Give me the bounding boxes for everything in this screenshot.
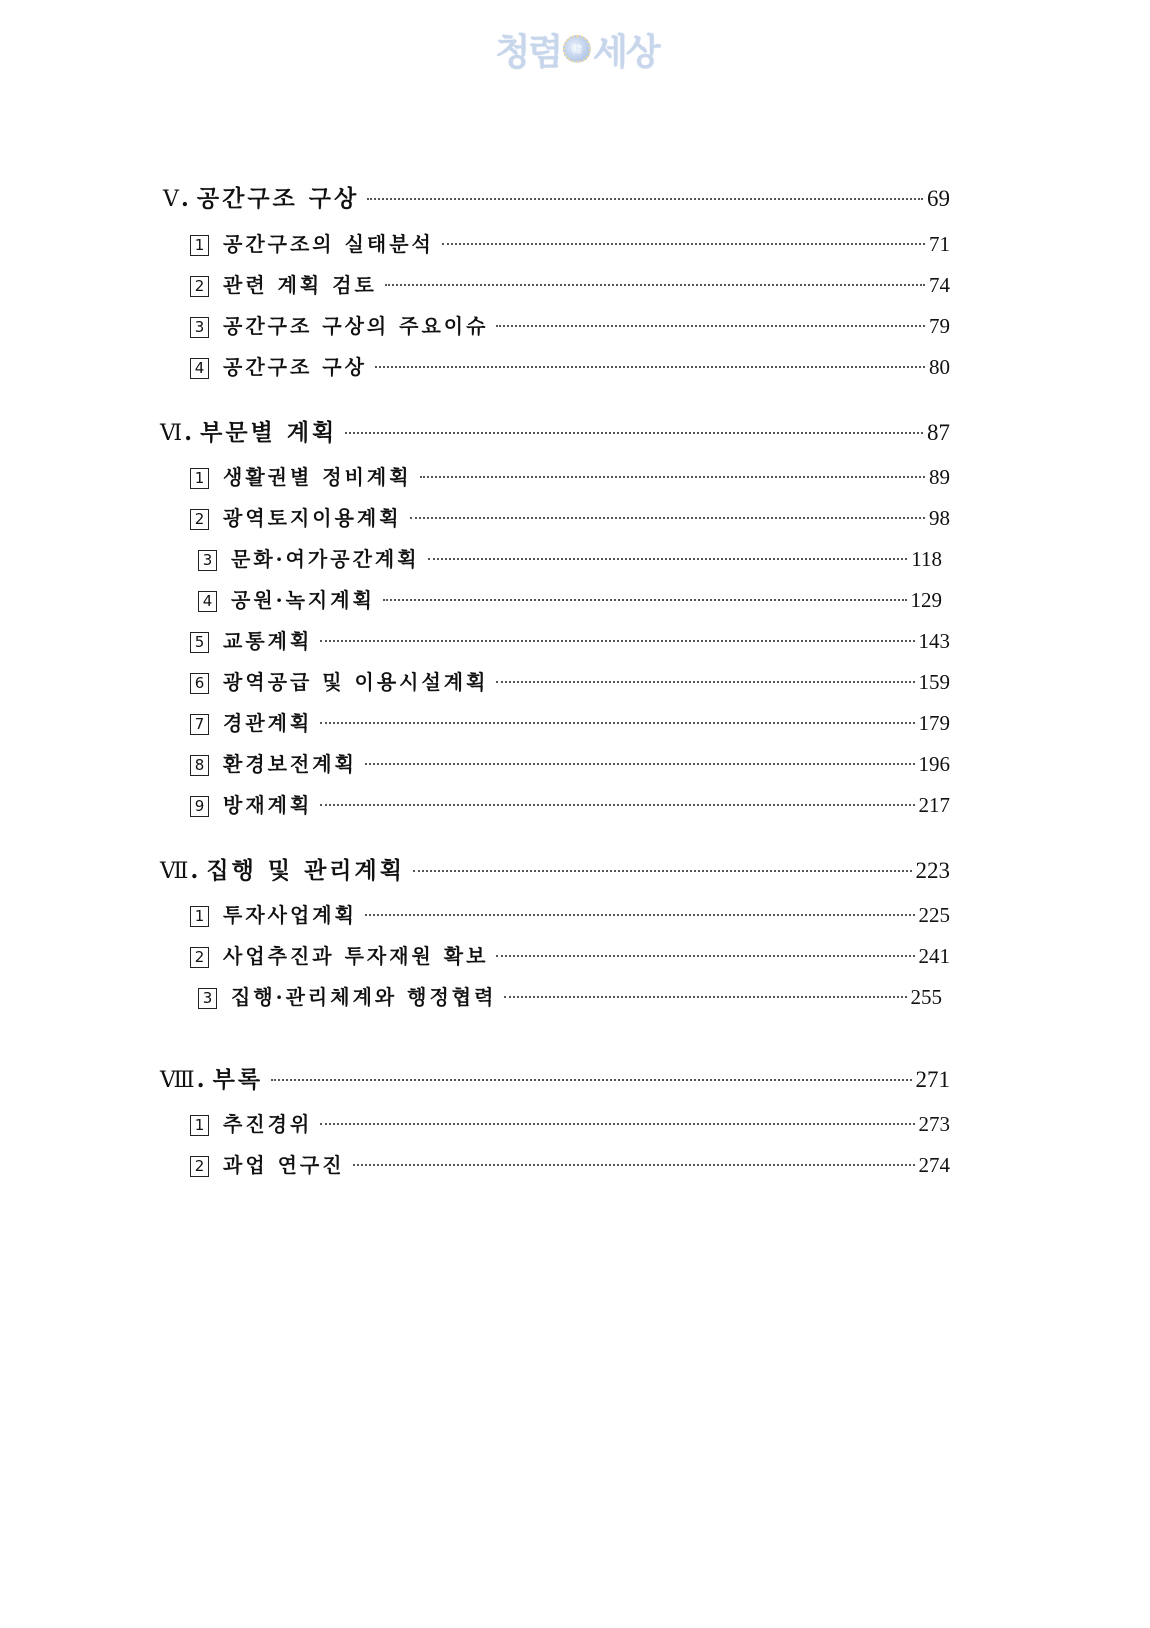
page-number: 118 xyxy=(911,547,942,571)
item-number-box: 1 xyxy=(190,906,209,927)
dot-leader xyxy=(496,325,925,327)
page-number: 74 xyxy=(929,273,950,297)
item-title: 환경보전계획 xyxy=(223,752,357,776)
item-number-box: 3 xyxy=(198,988,217,1009)
item-number-box: 6 xyxy=(190,673,209,694)
item-number-box: 7 xyxy=(190,714,209,735)
item-number-box: 1 xyxy=(190,235,209,256)
dot-leader xyxy=(320,1123,914,1125)
section-title: 부문별 계획 xyxy=(200,419,338,446)
toc-item[interactable] xyxy=(190,1108,950,1137)
page-number: 98 xyxy=(929,506,950,530)
section-numeral: Ⅴ xyxy=(163,187,179,212)
toc-item[interactable] xyxy=(198,981,942,1010)
dot-leader xyxy=(410,517,925,519)
page-number: 179 xyxy=(918,711,950,735)
item-title: 공원·녹지계획 xyxy=(231,588,375,612)
logo-text-left: 청렴 xyxy=(495,31,561,73)
dot-leader xyxy=(320,722,914,724)
logo-mark-icon: 韓 xyxy=(563,35,591,63)
dot-leader xyxy=(320,640,914,642)
toc-item[interactable] xyxy=(190,502,950,531)
item-title: 광역토지이용계획 xyxy=(223,506,402,530)
item-number-box: 9 xyxy=(190,796,209,817)
toc-item[interactable] xyxy=(190,351,950,380)
item-title: 경관계획 xyxy=(223,711,313,735)
toc-item[interactable] xyxy=(190,269,950,298)
dot-leader xyxy=(365,914,915,916)
dot-leader xyxy=(385,284,925,286)
dot-leader xyxy=(383,599,907,601)
toc-item[interactable] xyxy=(190,461,950,490)
dot-leader xyxy=(345,432,923,434)
item-title: 공간구조의 실태분석 xyxy=(223,232,434,256)
item-number-box: 1 xyxy=(190,468,209,489)
page-number: 271 xyxy=(915,1067,950,1092)
item-number-box: 2 xyxy=(190,947,209,968)
page-number: 196 xyxy=(918,752,950,776)
page-number: 255 xyxy=(910,985,942,1009)
toc-item[interactable] xyxy=(190,789,950,818)
item-title: 교통계획 xyxy=(223,629,313,653)
dot-leader xyxy=(496,681,914,683)
toc-section[interactable]: Ⅴ . 공간구조 구상 69 xyxy=(163,180,950,213)
toc-section[interactable]: Ⅷ . 부록 271 xyxy=(160,1061,950,1094)
dot-leader xyxy=(420,476,925,478)
toc-item[interactable] xyxy=(190,1149,950,1178)
item-title: 광역공급 및 이용시설계획 xyxy=(223,670,489,694)
logo-text-right: 세상 xyxy=(593,31,659,73)
item-title: 사업추진과 투자재원 확보 xyxy=(223,944,489,968)
item-number-box: 4 xyxy=(190,358,209,379)
item-number-box: 2 xyxy=(190,276,209,297)
page-number: 217 xyxy=(918,793,950,817)
item-title: 문화·여가공간계획 xyxy=(231,547,420,571)
section-title: 집행 및 관리계획 xyxy=(206,857,405,884)
item-number-box: 3 xyxy=(198,550,217,571)
dot-leader xyxy=(375,366,925,368)
dot-leader xyxy=(496,955,914,957)
toc-section[interactable]: Ⅶ . 집행 및 관리계획 223 xyxy=(160,852,950,885)
toc-section[interactable]: Ⅵ . 부문별 계획 87 xyxy=(160,414,950,447)
dot-leader xyxy=(428,558,908,560)
page-number: 159 xyxy=(918,670,950,694)
dot-leader xyxy=(442,243,925,245)
item-number-box: 3 xyxy=(190,317,209,338)
page-number: 274 xyxy=(918,1153,950,1177)
item-number-box: 4 xyxy=(198,591,217,612)
toc-item[interactable] xyxy=(190,748,950,777)
item-number-box: 2 xyxy=(190,1156,209,1177)
page-number: 241 xyxy=(918,944,950,968)
toc-item[interactable] xyxy=(190,940,950,969)
dot-leader xyxy=(365,763,915,765)
dot-leader xyxy=(353,1164,915,1166)
item-title: 생활권별 정비계획 xyxy=(223,465,412,489)
section-numeral: Ⅶ xyxy=(160,859,189,884)
page-number: 223 xyxy=(915,858,950,883)
section-title: 부록 xyxy=(212,1066,264,1093)
toc-item[interactable] xyxy=(190,707,950,736)
toc-item[interactable] xyxy=(198,543,942,572)
page-number: 129 xyxy=(910,588,942,612)
toc-item[interactable] xyxy=(190,228,950,257)
page-number: 273 xyxy=(918,1112,950,1136)
dot-leader xyxy=(367,198,923,200)
toc-item[interactable] xyxy=(198,584,942,613)
dot-leader xyxy=(413,870,912,872)
item-title: 공간구조 구상의 주요이슈 xyxy=(223,314,489,338)
section-title: 공간구조 구상 xyxy=(196,185,360,212)
item-title: 방재계획 xyxy=(223,793,313,817)
page-number: 143 xyxy=(918,629,950,653)
item-title: 관련 계획 검토 xyxy=(223,273,377,297)
page-number: 80 xyxy=(929,355,950,379)
page-number: 79 xyxy=(929,314,950,338)
section-numeral: Ⅵ xyxy=(160,421,183,446)
dot-leader xyxy=(504,996,906,998)
item-number-box: 2 xyxy=(190,509,209,530)
toc-item[interactable] xyxy=(190,310,950,339)
item-title: 추진경위 xyxy=(223,1112,313,1136)
page-number: 71 xyxy=(929,232,950,256)
page-number: 89 xyxy=(929,465,950,489)
section-numeral: Ⅷ xyxy=(160,1068,195,1093)
item-title: 집행·관리체계와 행정협력 xyxy=(231,985,497,1009)
dot-leader xyxy=(271,1079,911,1081)
item-title: 공간구조 구상 xyxy=(223,355,367,379)
item-title: 과업 연구진 xyxy=(223,1153,345,1177)
item-number-box: 8 xyxy=(190,755,209,776)
toc-item[interactable] xyxy=(190,625,950,654)
item-number-box: 1 xyxy=(190,1115,209,1136)
page-number: 69 xyxy=(927,186,950,211)
toc-item[interactable] xyxy=(190,666,950,695)
item-title: 투자사업계획 xyxy=(223,903,357,927)
dot-leader xyxy=(320,804,914,806)
page-number: 87 xyxy=(927,420,950,445)
toc-item[interactable] xyxy=(190,899,950,928)
page-number: 225 xyxy=(918,903,950,927)
item-number-box: 5 xyxy=(190,632,209,653)
